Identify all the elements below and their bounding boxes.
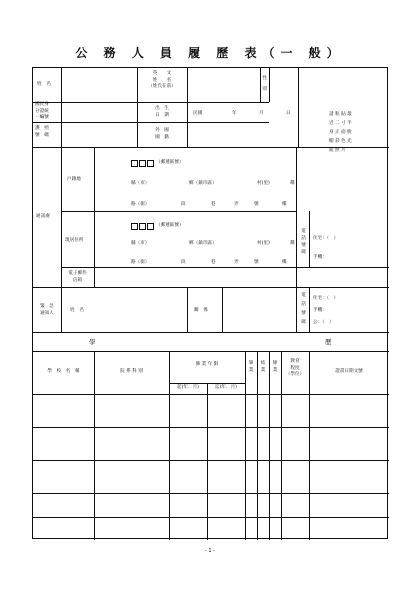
col-study-period: 修 業 年 限: [195, 362, 219, 367]
passport-label: 護 照 號 碼: [35, 126, 49, 138]
township-unit: 鄉（鎮市區）: [189, 181, 217, 186]
postal-label: （郵遞區號）: [156, 160, 184, 165]
col-degree: 教育 程度 （學位）: [285, 359, 305, 377]
col-attended: 肄 業: [272, 361, 278, 373]
col-department: 院 系 科 別: [120, 369, 143, 374]
postal-box-6[interactable]: [147, 223, 154, 230]
county-unit: 縣（市）: [131, 181, 150, 186]
table-row[interactable]: [33, 518, 389, 538]
number-unit-2: 號: [254, 260, 259, 265]
home-phone-label: 住宅：（ ）: [313, 236, 339, 241]
relation-label: 關 係: [194, 308, 208, 313]
postal-box-1[interactable]: [131, 160, 138, 167]
birth-month-unit: 月: [259, 111, 264, 116]
emergency-mobile-phone: 手機：: [313, 308, 327, 313]
alley-unit: 弄: [234, 202, 239, 207]
col-school: 學 校 名 稱: [47, 369, 80, 374]
postal-box-2[interactable]: [139, 160, 146, 167]
road-unit-2: 路（街）: [131, 260, 150, 265]
township-unit-2: 鄉（鎮市區）: [189, 241, 217, 246]
section-unit-2: 段: [181, 260, 186, 265]
postal-box-4[interactable]: [131, 223, 138, 230]
col-to: 迄(年．月): [215, 385, 237, 390]
emergency-name-label: 姓 名: [70, 308, 84, 313]
section-unit: 段: [181, 202, 186, 207]
col-from: 起(年．月): [177, 385, 199, 390]
lane-unit-2: 巷: [211, 260, 216, 265]
email-label: 電子郵件 信箱: [68, 271, 87, 283]
mobile-phone-label: 手機：: [313, 255, 327, 260]
page-number: - 1 -: [205, 548, 215, 554]
foreign-nationality-label: 外 國 國 籍: [155, 128, 169, 140]
emergency-home-phone: 住宅：（ ）: [313, 296, 339, 301]
resume-form: [32, 67, 388, 539]
name-label: 姓 名: [37, 82, 51, 87]
table-row[interactable]: [33, 461, 389, 493]
birth-date-label: 出 生 日 期: [155, 106, 169, 118]
neighborhood-unit-2: 鄰: [290, 241, 295, 246]
table-row[interactable]: [33, 428, 389, 460]
number-unit: 號: [254, 202, 259, 207]
floor-unit-2: 樓: [282, 260, 287, 265]
postal-box-3[interactable]: [147, 160, 154, 167]
village-unit-2: 村(里): [257, 241, 270, 246]
col-completed: 結 業: [260, 361, 266, 373]
table-row[interactable]: [33, 395, 389, 427]
table-row[interactable]: [33, 494, 389, 517]
contact-address-label: 通訊處: [36, 214, 50, 219]
education-header-right: 歷: [325, 338, 334, 346]
lane-unit: 巷: [211, 202, 216, 207]
postal-box-5[interactable]: [139, 223, 146, 230]
english-name-label: 英 文 姓 名 （姓氏在前）: [148, 71, 176, 89]
birth-year-unit: 年: [232, 111, 237, 116]
village-unit: 村(里): [257, 181, 270, 186]
emergency-phone-label: 電 話 號 碼: [301, 293, 306, 325]
id-number-label: 國民身 分證統 一編號: [35, 102, 49, 120]
floor-unit: 樓: [282, 202, 287, 207]
postal-label-2: （郵遞區號）: [156, 223, 184, 228]
emergency-contact-label: 緊 急 通知人: [40, 304, 54, 316]
emergency-office-phone: 公：（ ）: [313, 320, 334, 325]
alley-unit-2: 弄: [234, 260, 239, 265]
col-graduated: 畢 業: [248, 361, 254, 373]
county-unit-2: 縣（市）: [131, 241, 150, 246]
residence-address-label: 現居住所: [65, 238, 84, 243]
neighborhood-unit: 鄰: [290, 181, 295, 186]
gender-label: 性 別: [262, 76, 267, 92]
education-header-left: 學: [89, 338, 98, 346]
photo-instructions: 請 粘 貼 最 近 二 寸 半 身 正 面 脫 帽 彩 色 光 面 照 片: [329, 112, 352, 153]
household-address-label: 戶籍地: [67, 177, 81, 182]
phone-label: 電 話 號 碼: [301, 229, 306, 255]
road-unit: 路（街）: [131, 202, 150, 207]
page-title: 公 務 人 員 履 歷 表（一 般）: [75, 46, 345, 60]
birth-era: 民國: [193, 111, 203, 116]
col-certificate: 證書日期文號: [335, 369, 363, 374]
birth-day-unit: 日: [286, 111, 291, 116]
